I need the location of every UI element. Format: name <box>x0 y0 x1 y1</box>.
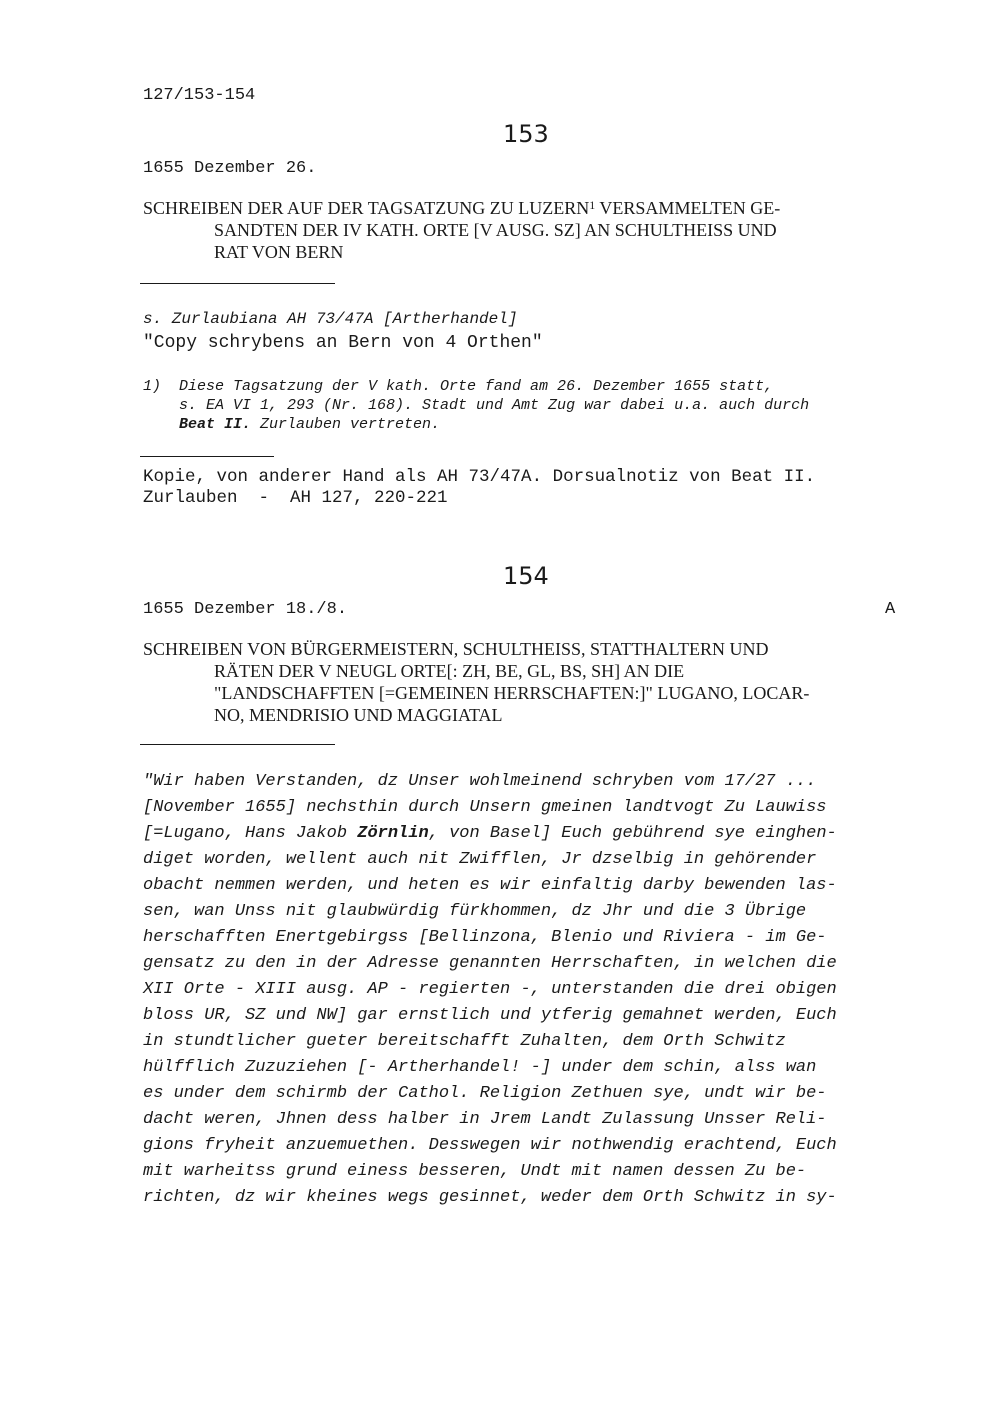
document-number-153: 153 <box>503 120 549 148</box>
body-line: sen, wan Unss nit glaubwürdig fürkhommen, dz Jhr und die 3 Übrige <box>143 902 807 921</box>
title-line: NO, MENDRISIO UND MAGGIATAL <box>214 705 503 725</box>
body-line: diget worden, wellent auch nit Zwifflen, Jr dzselbig in gehörender <box>143 850 817 869</box>
title-line: "LANDSCHAFFTEN [=GEMEINEN HERRSCHAFTEN:]" LUGANO, LOCAR- <box>214 683 810 703</box>
footnote-ref: 1 <box>589 198 596 212</box>
footnote-line: Zurlauben vertreten. <box>251 416 441 433</box>
document-marker: A <box>885 600 896 619</box>
archive-note: Zurlauben - AH 127, 220-221 <box>143 488 448 508</box>
footnote-name: Beat II. <box>179 416 252 433</box>
footnote-marker: 1) <box>143 378 162 395</box>
title-line: RÄTEN DER V NEUGL ORTE[: ZH, BE, GL, BS, SH] AN DIE <box>214 661 685 681</box>
body-text: [=Lugano, Hans Jakob <box>143 824 358 843</box>
body-line: obacht nemmen werden, und heten es wir einfaltig darby bewenden las- <box>143 876 837 895</box>
title-line: SANDTEN DER IV KATH. ORTE [V AUSG. SZ] AN SCHULTHEISS UND <box>214 220 777 240</box>
body-line: es under dem schirmb der Cathol. Religion Zethuen sye, undt wir be- <box>143 1084 827 1103</box>
body-line: XII Orte - XIII ausg. AP - regierten -, unterstanden die drei obigen <box>143 980 837 999</box>
body-line: mit warheitss grund einess besseren, Undt mit namen dessen Zu be- <box>143 1162 807 1181</box>
page-reference: 127/153-154 <box>143 86 256 105</box>
divider <box>140 283 335 284</box>
archive-note: Kopie, von anderer Hand als AH 73/47A. Dorsualnotiz von Beat II. <box>143 467 816 487</box>
title-line: SCHREIBEN VON BÜRGERMEISTERN, SCHULTHEISS, STATTHALTERN UND <box>143 639 769 659</box>
divider <box>140 744 335 745</box>
body-line: bloss UR, SZ und NW] gar ernstlich und ytferig gemahnet werden, Euch <box>143 1006 837 1025</box>
body-line: dacht weren, Jhnen dess halber in Jrem Landt Zulassung Unsser Reli- <box>143 1110 827 1129</box>
body-line: hülfflich Zuzuziehen [- Artherhandel! -] under dem schin, alss wan <box>143 1058 817 1077</box>
document-number-154: 154 <box>503 562 549 590</box>
body-line: gions fryheit anzuemuethen. Desswegen wir nothwendig erachtend, Euch <box>143 1136 837 1155</box>
body-line: herschafften Enertgebirgss [Bellinzona, Blenio und Riviera - im Ge- <box>143 928 827 947</box>
person-name: Zörnlin <box>357 824 429 843</box>
footnote-line: s. EA VI 1, 293 (Nr. 168). Stadt und Amt Zug war dabei u.a. auch durch <box>179 397 810 414</box>
body-line: richten, dz wir kheines wegs gesinnet, weder dem Orth Schwitz in sy- <box>143 1188 837 1207</box>
document-date: 1655 Dezember 18./8. <box>143 600 348 619</box>
title-line: RAT VON BERN <box>214 242 344 262</box>
document-date: 1655 Dezember 26. <box>143 159 317 178</box>
quoted-title: "Copy schrybens an Bern von 4 Orthen" <box>143 333 543 353</box>
footnote-line: Diese Tagsatzung der V kath. Orte fand am 26. Dezember 1655 statt, <box>179 378 774 395</box>
title-text: SCHREIBEN DER AUF DER TAGSATZUNG ZU LUZERN <box>143 198 590 218</box>
body-line: [November 1655] nechsthin durch Unsern gmeinen landtvogt Zu Lauwiss <box>143 798 827 817</box>
source-note: s. Zurlaubiana AH 73/47A [Artherhandel] <box>143 310 518 328</box>
body-line: gensatz zu den in der Adresse genannten Herrschaften, in welchen die <box>143 954 837 973</box>
body-line: in stundtlicher gueter bereitschafft Zuhalten, dem Orth Schwitz <box>143 1032 786 1051</box>
divider <box>140 456 274 457</box>
body-line: "Wir haben Verstanden, dz Unser wohlmeinend schryben vom 17/27 ... <box>143 772 817 791</box>
title-text: VERSAMMELTEN GE- <box>595 198 781 218</box>
body-text: , von Basel] Euch gebührend sye einghen- <box>428 824 837 843</box>
